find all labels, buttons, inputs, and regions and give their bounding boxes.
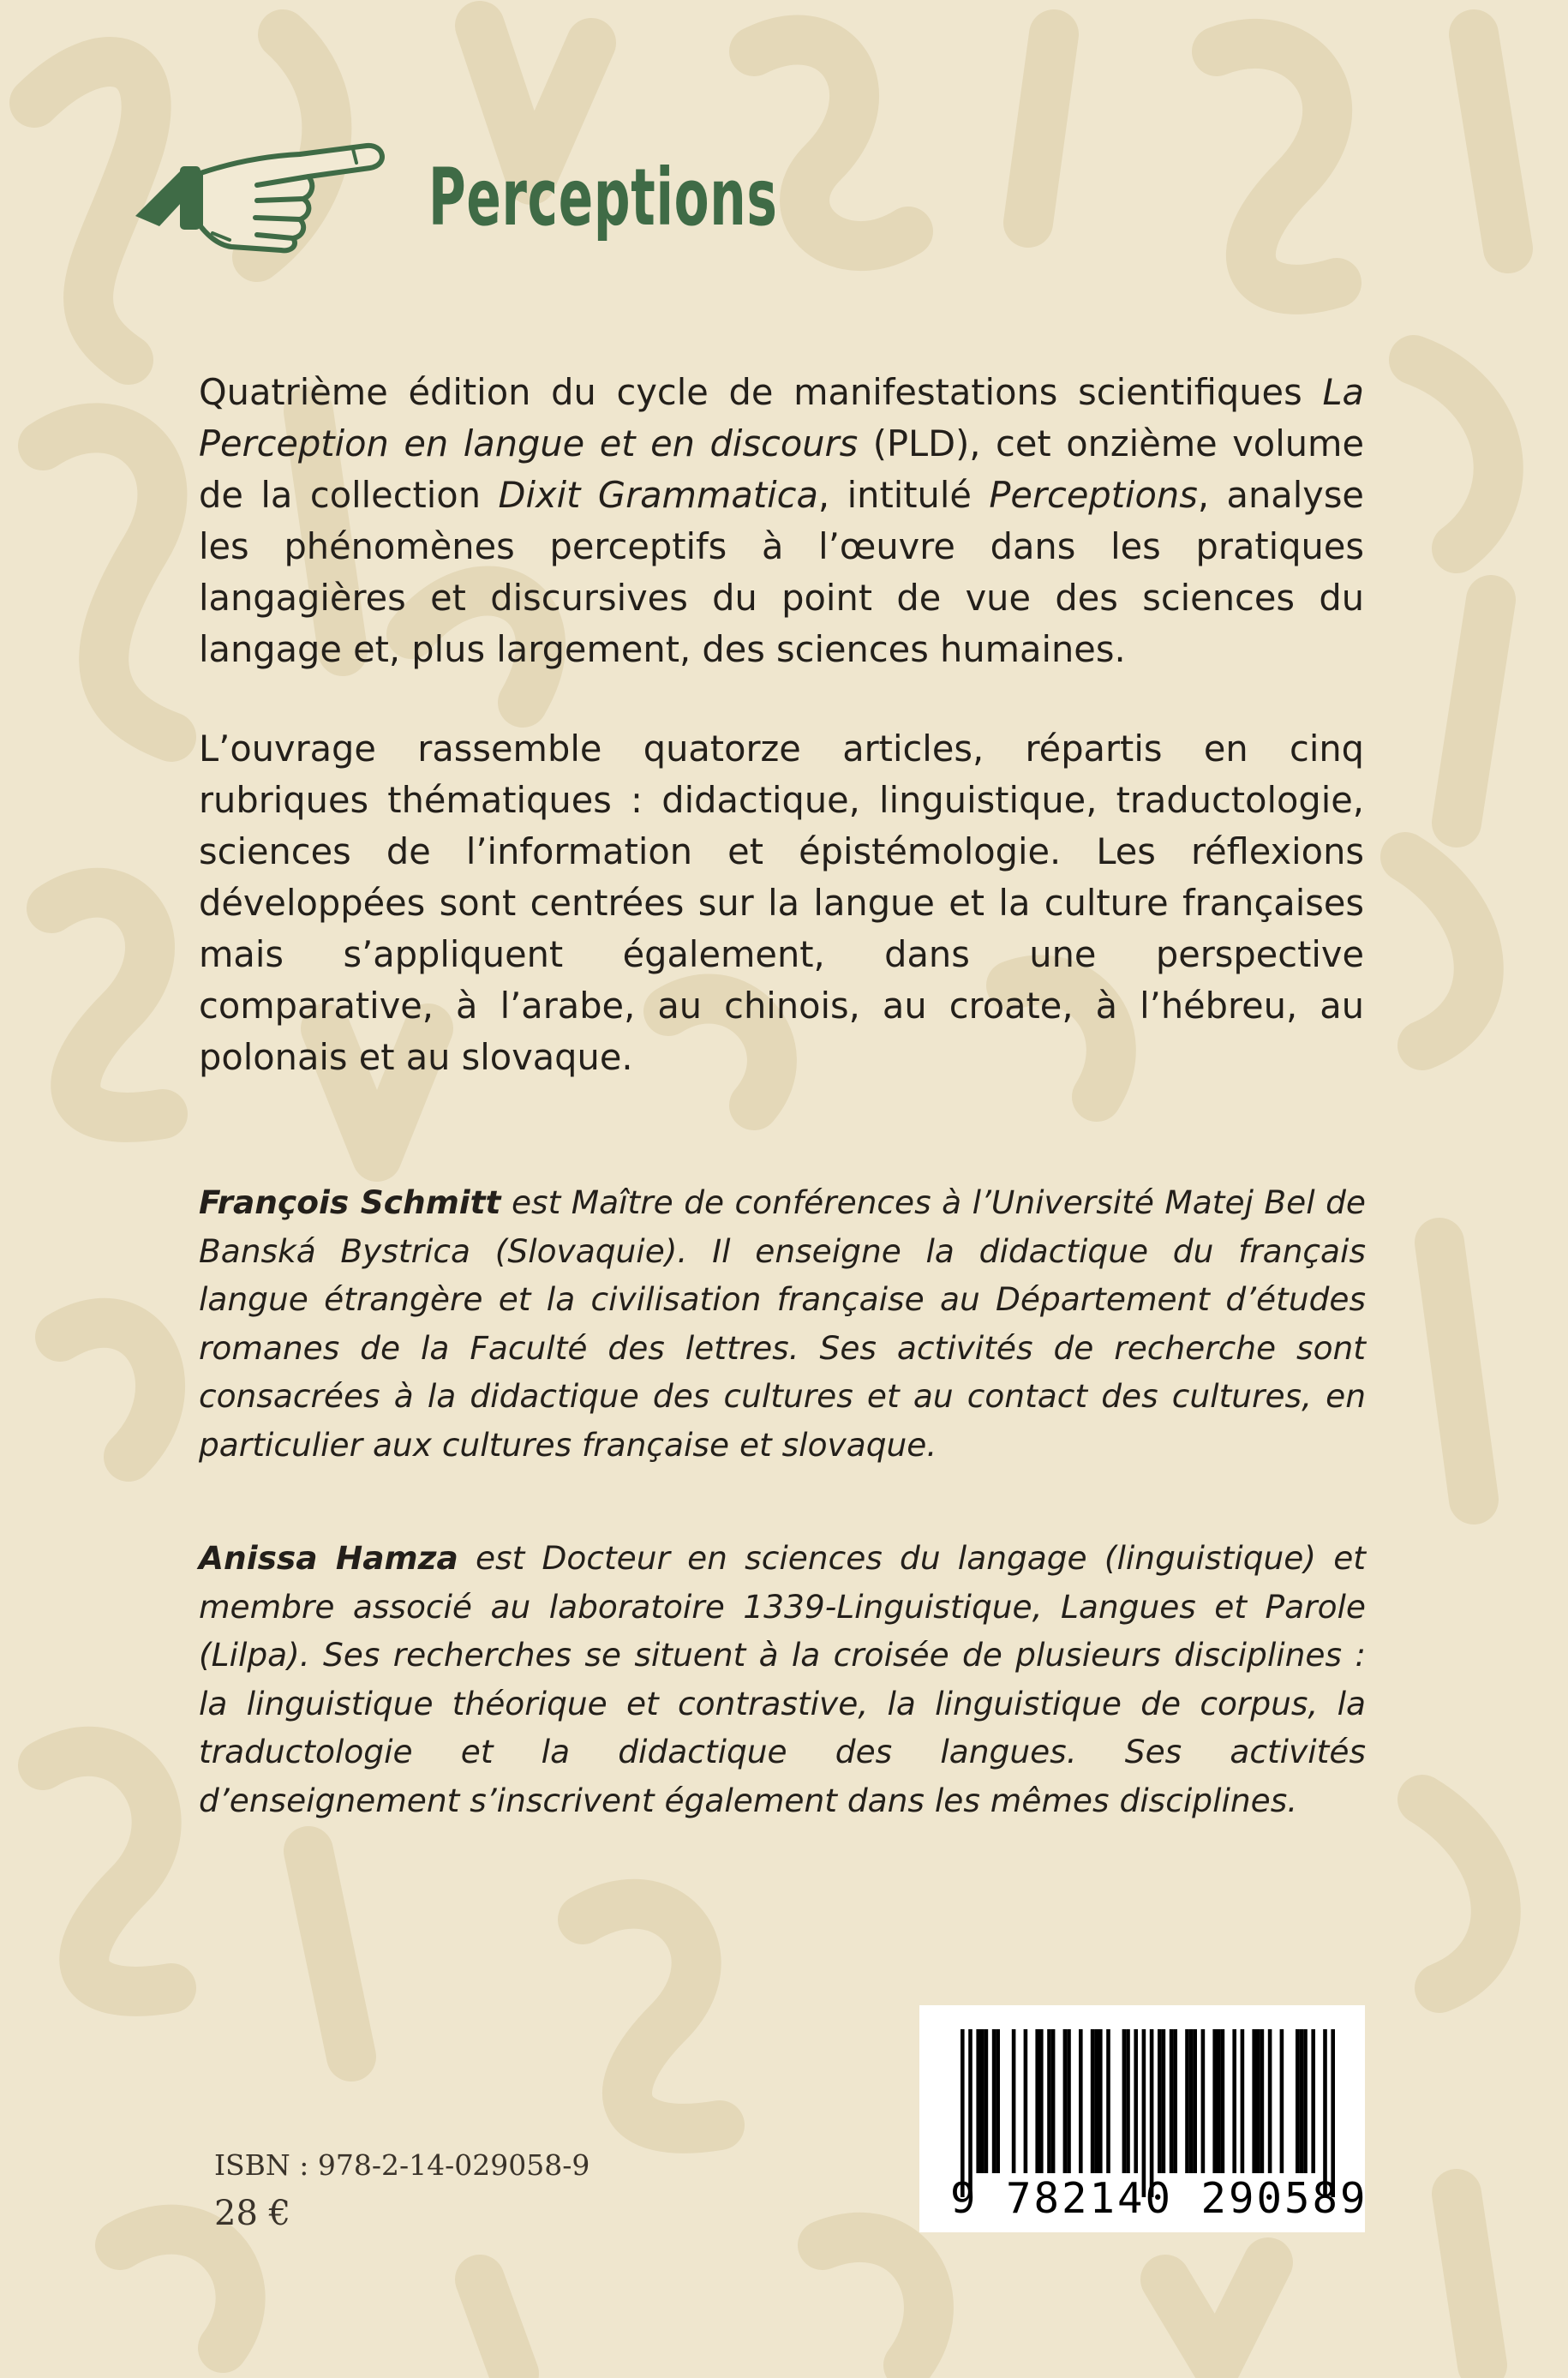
barcode-bar (1047, 2029, 1051, 2173)
barcode-bar (1280, 2029, 1284, 2173)
barcode-bar (1173, 2029, 1177, 2173)
barcode-bar (1150, 2029, 1154, 2197)
barcode-bar (1094, 2029, 1098, 2173)
barcode-bar (1193, 2029, 1197, 2173)
volume-title: Perceptions (989, 474, 1198, 516)
barcode-bar (1063, 2029, 1068, 2173)
barcode-bar (1185, 2029, 1189, 2173)
author-name: François Schmitt (199, 1183, 501, 1221)
summary-text: (PLD), cet onzième volume de la collection (199, 422, 1364, 516)
barcode-bar (1323, 2029, 1327, 2197)
barcode-bar (1256, 2029, 1260, 2173)
barcode-bar (984, 2029, 989, 2173)
barcode-bar (1106, 2029, 1110, 2173)
barcode-bar (1067, 2029, 1071, 2173)
barcode-bar (1098, 2029, 1103, 2173)
barcode-bar (1142, 2029, 1146, 2197)
barcode-bar (1221, 2029, 1225, 2173)
barcode-bar (1201, 2029, 1206, 2173)
barcode-bar (1170, 2029, 1174, 2173)
barcode-bar (1189, 2029, 1194, 2173)
author-bio-1 (199, 1178, 1366, 1469)
barcode-bar (1331, 2029, 1335, 2197)
barcode-bar (1252, 2029, 1256, 2173)
barcode-bar (1162, 2029, 1166, 2173)
pointing-hand-icon (129, 137, 411, 257)
barcode-bar (1122, 2029, 1127, 2173)
isbn: ISBN : 978-2-14-029058-9 (214, 2148, 590, 2182)
barcode-bar (1134, 2029, 1138, 2173)
series-title: Perceptions (428, 151, 778, 243)
summary-text: , intitulé (817, 474, 990, 516)
author-bio-text: est Maître de conférences à l’Université Matej Bel de Banská Bystrica (Slovaquie). Il enseigne la didactique du français langue étrangère et la civilisation française au Département d’études romanes de la Faculté des lettres. Ses activités de recherche sont consacrées à la didactique des cultures et au contact des cultures, en particulier aux cultures française et slovaque. (199, 1183, 1367, 1464)
barcode-digits: 9 782140 290589 (950, 2174, 1368, 2223)
barcode-bar (968, 2029, 973, 2197)
barcode-bar (1296, 2029, 1300, 2173)
author-bio-text: est Docteur en sciences du langage (linguistique) et membre associé au laboratoire 1339-Linguistique, Langues et Parole (Lilpa). Ses recherches se situent à la croisée de plusieurs disciplines : la linguistique théorique et contrastive, la linguistique de corpus, la traductologie et la didactique des langues. Ses activités d’enseignement s’inscrivent également dans les mêmes disciplines. (199, 1539, 1366, 1819)
barcode-bar (1232, 2029, 1236, 2173)
barcode-bar (1091, 2029, 1095, 2173)
barcode-bar (1039, 2029, 1044, 2173)
barcode-bar (1300, 2029, 1304, 2173)
author-bio-2 (199, 1534, 1366, 1824)
summary-text: Quatrième édition du cycle de manifestations scientifiques (199, 371, 1323, 413)
author-name: Anissa Hamza (199, 1539, 458, 1577)
barcode-bar (1051, 2029, 1056, 2173)
barcode-bar (1035, 2029, 1039, 2173)
barcode-bar (1126, 2029, 1130, 2173)
summary-paragraph-2: L’ouvrage rassemble quatorze articles, répartis en cinq rubriques thématiques : didactique, linguistique, traductologie, sciences de l’information et épistémologie. Les réflexions développées sont centrées sur la langue et la culture françaises mais s’appliquent également, dans une perspective comparative, à l’arabe, au chinois, au croate, à l’hébreu, au polonais et au slovaque. (199, 728, 1364, 1078)
summary-paragraph-1 (199, 367, 1364, 675)
barcode-bar (1260, 2029, 1265, 2173)
barcode-bar (992, 2029, 996, 2173)
summary-text: , analyse les phénomènes perceptifs à l’œuvre dans les pratiques langagières et discursives du point de vue des sciences du langage et, plus largement, des sciences humaines. (199, 474, 1364, 670)
barcode-bar (1311, 2029, 1315, 2173)
barcode-bar (1241, 2029, 1245, 2173)
summary-italic-title: La Perception en langue et en discours (199, 371, 1364, 464)
barcode-bar (980, 2029, 984, 2173)
barcode-bar (961, 2029, 965, 2197)
barcode-bar (1268, 2029, 1272, 2173)
barcode-bar (1212, 2029, 1217, 2173)
barcode-bar (1158, 2029, 1162, 2173)
barcode-bar (1079, 2029, 1083, 2173)
barcode-bar (976, 2029, 980, 2173)
barcode-bar (1012, 2029, 1016, 2173)
barcode-bar (1303, 2029, 1308, 2173)
price: 28 € (214, 2194, 291, 2233)
barcode-bar (996, 2029, 1000, 2173)
barcode-bar (1217, 2029, 1221, 2173)
barcode-bar (1024, 2029, 1028, 2173)
collection-name: Dixit Grammatica (498, 474, 818, 516)
series-header (129, 129, 913, 266)
barcode (919, 2005, 1368, 2232)
